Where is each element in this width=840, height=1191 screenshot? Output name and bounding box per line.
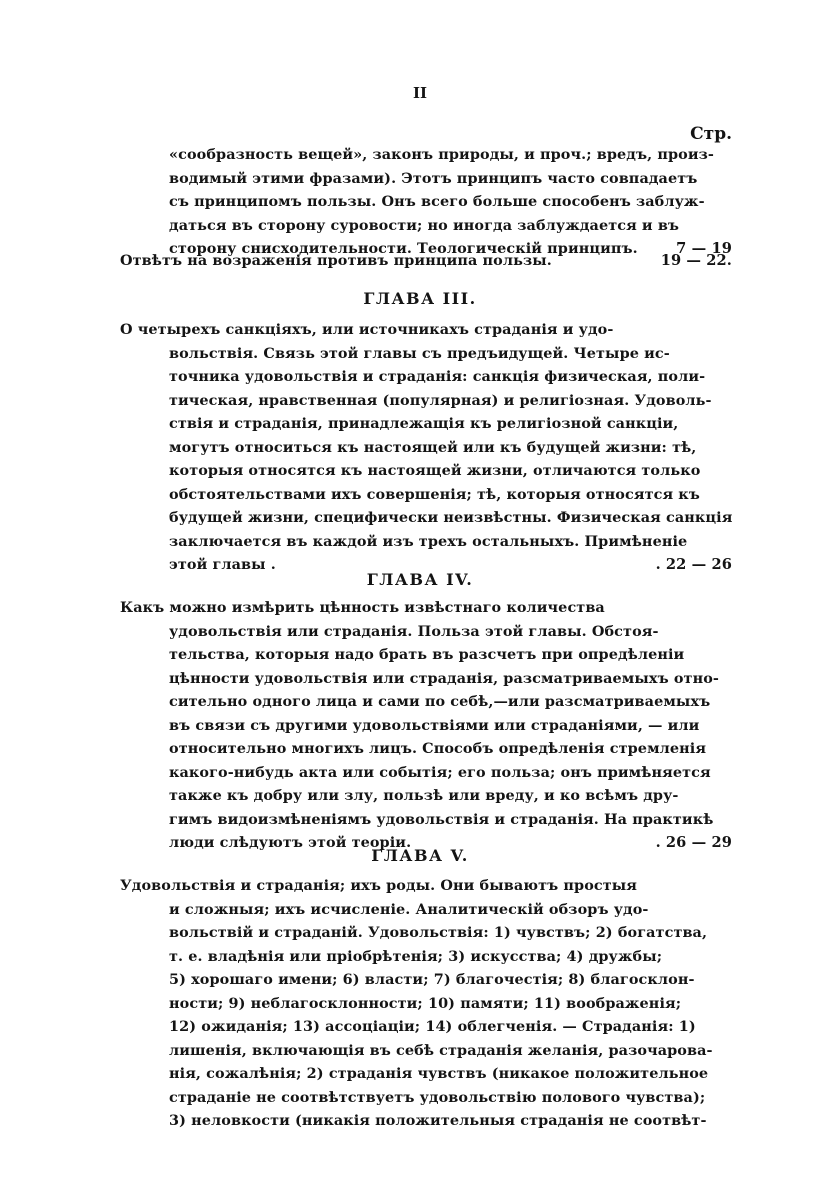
toc-line-text: сторону снисходительности. Теологическій принципъ. <box>169 240 638 257</box>
page-range: 7 — 19 <box>676 240 732 257</box>
toc-line: даться въ сторону суровости; но иногда заблуждается и въ <box>169 216 680 234</box>
toc-line: Удовольствія и страданія; ихъ роды. Они бываютъ простыя <box>120 877 638 894</box>
page-range: . 26 — 29 <box>655 834 732 851</box>
page-column-label: Стр. <box>690 124 732 144</box>
toc-line: т. е. владѣнія или пріобрѣтенія; 3) искусства; 4) дружбы; <box>169 947 663 965</box>
toc-line: въ связи съ другими удовольствіями или страданіями, — или <box>169 716 700 734</box>
toc-line: относительно многихъ лицъ. Способъ опредѣленія стремленія <box>169 740 707 757</box>
toc-line: лишенія, включающія въ себѣ страданія желанія, разочарова- <box>169 1041 713 1059</box>
toc-line: «сообразность вещей», законъ природы, и проч.; вредъ, произ- <box>169 146 714 163</box>
toc-line: вольствій и страданій. Удовольствія: 1) чувствъ; 2) богатства, <box>169 924 708 941</box>
toc-line: ности; 9) неблагосклонности; 10) памяти; 11) воображенія; <box>169 994 682 1012</box>
chapter-heading-4: ГЛАВА IV. <box>366 570 474 589</box>
toc-line: заключается въ каждой изъ трехъ остальныхъ. Примѣненіе <box>169 532 688 550</box>
toc-line: цѣнности удовольствія или страданія, разсматриваемыхъ отно- <box>169 669 719 687</box>
toc-line: 5) хорошаго имени; 6) власти; 7) благочестія; 8) благосклон- <box>169 971 695 988</box>
toc-entry-continuation <box>120 143 732 261</box>
toc-line: страданіе не соотвѣтствуетъ удовольствію полового чувства); <box>169 1088 706 1106</box>
toc-line: 12) ожиданія; 13) ассоціаціи; 14) облегченія. — Страданія: 1) <box>169 1018 696 1035</box>
toc-line: точника удовольствія и страданія: санкція физическая, поли- <box>169 368 706 385</box>
toc-line: съ принципомъ пользы. Онъ всего больше способенъ заблуж- <box>169 193 705 210</box>
page-range: 19 — 22. <box>660 252 732 269</box>
toc-line: удовольствія или страданія. Польза этой главы. Обстоя- <box>169 622 659 640</box>
toc-line: будущей жизни, специфически неизвѣстны. Физическая санкція <box>169 509 733 526</box>
toc-entry-chapter-3 <box>120 318 732 577</box>
toc-line: обстоятельствами ихъ совершенія; тѣ, которыя относятся къ <box>169 485 700 503</box>
toc-line-text: люди слѣдуютъ этой теоріи. <box>169 834 412 851</box>
toc-line-text: этой главы . <box>169 556 276 573</box>
toc-line <box>120 249 732 273</box>
toc-entry-objection <box>120 249 732 273</box>
toc-line: также къ добру или злу, пользѣ или вреду, и ко всѣмъ дру- <box>169 787 679 804</box>
page-number: II <box>412 84 428 102</box>
toc-line: и сложныя; ихъ исчисленіе. Аналитическій обзоръ удо- <box>169 900 649 918</box>
toc-line: тическая, нравственная (популярная) и религіозная. Удоволь- <box>169 391 712 409</box>
toc-line: тельства, которыя надо брать въ разсчетъ при опредѣленіи <box>169 646 685 663</box>
toc-line: водимый этими фразами). Этотъ принципъ часто совпадаетъ <box>169 169 698 187</box>
toc-line: которыя относятся къ настоящей жизни, отличаются только <box>169 462 701 479</box>
toc-line: ствія и страданія, принадлежащія къ религіозной санкціи, <box>169 415 679 432</box>
toc-line: Какъ можно измѣрить цѣнность извѣстнаго количества <box>120 599 605 616</box>
toc-line: гимъ видоизмѣненіямъ удовольствія и страданія. На практикѣ <box>169 810 714 828</box>
toc-line: могутъ относиться къ настоящей или къ будущей жизни: тѣ, <box>169 438 697 456</box>
chapter-heading-5: ГЛАВА V. <box>371 846 469 865</box>
toc-line: 3) неловкости (никакія положительныя страданія не соотвѣт- <box>169 1112 707 1129</box>
toc-line: нія, сожалѣнія; 2) страданія чувствъ (никакое положительное <box>169 1065 709 1082</box>
toc-line: вольствія. Связь этой главы съ предъидущей. Четыре ис- <box>169 344 670 362</box>
chapter-heading-3: ГЛАВА III. <box>363 289 477 308</box>
toc-line: сительно одного лица и сами по себѣ,—или разсматриваемыхъ <box>169 693 711 710</box>
toc-line: О четырехъ санкціяхъ, или источникахъ страданія и удо- <box>120 321 614 338</box>
toc-entry-chapter-5 <box>120 874 732 1133</box>
toc-entry-chapter-4 <box>120 596 732 855</box>
toc-line-text: Отвѣтъ на возраженія противъ принципа пользы. <box>120 252 552 269</box>
page-range: . 22 — 26 <box>655 556 732 573</box>
toc-line: какого-нибудь акта или событія; его польза; онъ примѣняется <box>169 763 711 781</box>
